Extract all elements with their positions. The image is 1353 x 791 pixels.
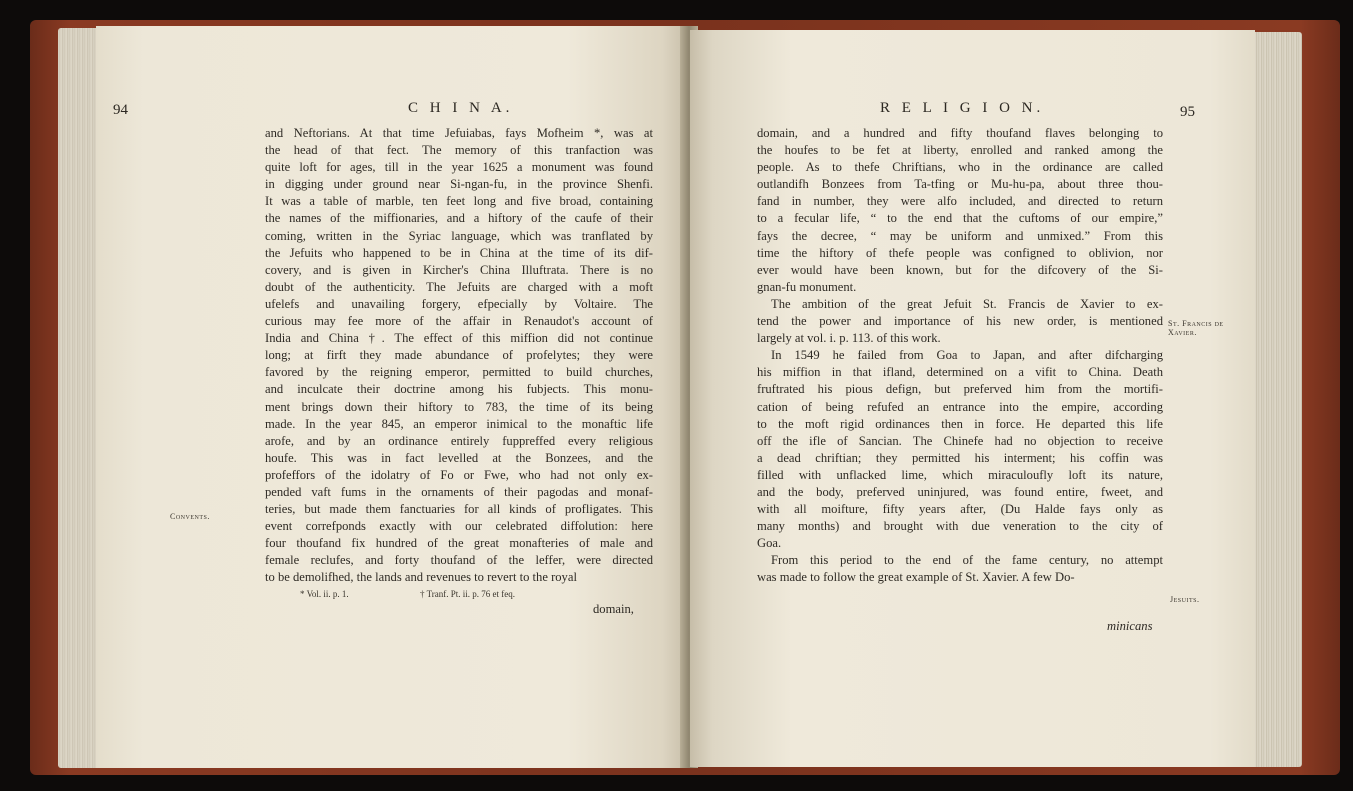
left-page-line: teries, but made them fanctuaries for all kinds of profligates. This: [265, 502, 653, 517]
margin-note-xavier: St. Francis de Xavier.: [1168, 319, 1224, 337]
margin-note-jesuits: Jesuits.: [1170, 595, 1200, 604]
left-page-line: curious may fee more of the affair in Renaudot's account of: [265, 314, 653, 329]
left-page-line: female reclufes, and forty thoufand of the leffer, were directed: [265, 553, 653, 568]
left-page-line: houfe. This was in fact levelled at the Bonzees, and the: [265, 450, 653, 465]
right-page-line: fand in number, they were alfo included, and directed to return: [757, 194, 1163, 209]
right-page-line: with all moifture, fifty years after, (Du Halde fays only as: [757, 502, 1163, 517]
right-page-line: The ambition of the great Jefuit St. Francis de Xavier to ex-: [771, 296, 1163, 311]
right-page-line: off the ifle of Sancian. The Chinefe had no objection to receive: [757, 433, 1163, 448]
left-page-line: made. In the year 845, an emperor inimical to the monaftic life: [265, 416, 653, 431]
left-page-line: doubt of the authenticity. The Jefuits are charged with a moft: [265, 279, 653, 294]
right-page-line: gnan-fu monument.: [757, 279, 857, 294]
right-page-line: largely at vol. i. p. 113. of this work.: [757, 331, 941, 346]
left-page-line: covery, and is given in Kircher's China Illuftrata. There is no: [265, 262, 653, 277]
right-page-line: to a fecular life, “ to the end that the cuftoms of our empire,”: [757, 211, 1163, 226]
left-page-line: India and China †. The effect of this miffion did not continue: [265, 331, 653, 346]
right-page-line: was made to follow the great example of St. Xavier. A few Do-: [757, 570, 1075, 585]
left-page-line: quite loft for ages, till in the year 1625 a monument was found: [265, 160, 653, 175]
right-page-line: many months) and brought with due veneration to the city of: [757, 519, 1163, 534]
right-page-line: Goa.: [757, 536, 782, 551]
right-page-line: In 1549 he failed from Goa to Japan, and after difcharging: [771, 348, 1163, 363]
right-page-line: his miffion in that ifland, determined on a vifit to China. Death: [757, 365, 1163, 380]
left-page-line: the names of the miffionaries, and a hiftory of the caufe of their: [265, 211, 653, 226]
left-page-line: ment brings down their hiftory to 783, the time of its being: [265, 399, 653, 414]
left-page-line: four thoufand fix hundred of the great monafteries of male and: [265, 536, 653, 551]
right-page-number: 95: [1180, 104, 1195, 120]
left-page-line: favored by the reigning emperor, permitted to build churches,: [265, 365, 653, 380]
left-page-edges: [58, 28, 98, 768]
right-page-line: ever would have been known, but for the difcovery of the Si-: [757, 262, 1163, 277]
margin-note-convents: Convents.: [170, 512, 210, 521]
right-page-line: From this period to the end of the fame century, no attempt: [771, 553, 1163, 568]
right-page-line: fays the decree, “ may be uniform and unmixed.” From this: [757, 228, 1163, 243]
right-page-edges: [1252, 32, 1302, 767]
left-page-line: the Jefuits who happened to be in China at the time of its dif-: [265, 245, 653, 260]
left-page-line: to be demolifhed, the lands and revenues to revert to the royal: [265, 570, 577, 585]
right-page-line: domain, and a hundred and fifty thoufand flaves belonging to: [757, 126, 1163, 140]
right-page-line: and the body, preferved uninjured, was found entire, fweet, and: [757, 484, 1163, 499]
right-page-line: the houfes to be fet at liberty, enrolled and ranked among the: [757, 143, 1163, 158]
right-body-text: [757, 125, 1163, 587]
right-page-line: a dead chriftian; they permitted his interment; his coffin was: [757, 450, 1163, 465]
left-page-line: and inculcate their doctrine among his fubjects. This monu-: [265, 382, 653, 397]
left-page-line: pended vaft fums in the ornaments of their pagodas and monaf-: [265, 484, 653, 499]
left-page-line: It was a table of marble, ten feet long and five broad, containing: [265, 194, 653, 209]
left-page-line: profeffors of the idolatry of Fo or Fwe, who had not only ex-: [265, 467, 653, 482]
footnote-1: * Vol. ii. p. 1.: [300, 589, 349, 599]
left-catchword: domain,: [593, 602, 634, 616]
left-page-line: arofe, and by an ordinance entirely fuppreffed every religious: [265, 433, 653, 448]
left-page-line: coming, written in the Syriac language, which was tranflated by: [265, 228, 653, 243]
right-running-head: R E L I G I O N.: [880, 100, 1045, 116]
left-page-number: 94: [113, 102, 128, 118]
left-page-line: ufelefs and unavailing forgery, efpecially by Voltaire. The: [265, 296, 653, 311]
right-page-line: outlandifh Bonzees from Ta-tfing or Mu-hu-pa, about three thou-: [757, 177, 1163, 192]
left-page-line: the head of that fect. The memory of this tranfaction was: [265, 143, 653, 158]
right-page-line: cation of being refufed an entrance into the empire, according: [757, 399, 1163, 414]
footnote-2: † Tranf. Pt. ii. p. 76 et feq.: [420, 589, 516, 599]
right-page-line: fruftrated his pious defign, but preferved him from the mortifi-: [757, 382, 1163, 397]
right-page-line: time the hiftory of thefe people was configned to oblivion, nor: [757, 245, 1163, 260]
left-page-line: event correfponds exactly with our celebrated diffolution: here: [265, 519, 653, 534]
left-page-line: long; at firft they made abundance of profelytes; they were: [265, 348, 653, 363]
right-page-line: people. As to thefe Chriftians, who in the ordinance are called: [757, 160, 1163, 175]
left-page-line: and Neftorians. At that time Jefuiabas, fays Mofheim *, was at: [265, 126, 653, 140]
right-page-line: to the moft rigid ordinances then in force. He departed this life: [757, 416, 1163, 431]
left-running-head: C H I N A.: [408, 100, 514, 116]
right-catchword: minicans: [1107, 619, 1153, 633]
right-page-line: filled with unflacked lime, which miraculoufly loft its nature,: [757, 467, 1163, 482]
left-body-text: [265, 125, 653, 587]
left-page-line: in digging under ground near Si-ngan-fu, in the province Shenfi.: [265, 177, 653, 192]
right-page-line: tend the power and importance of his new order, is mentioned: [757, 314, 1163, 329]
